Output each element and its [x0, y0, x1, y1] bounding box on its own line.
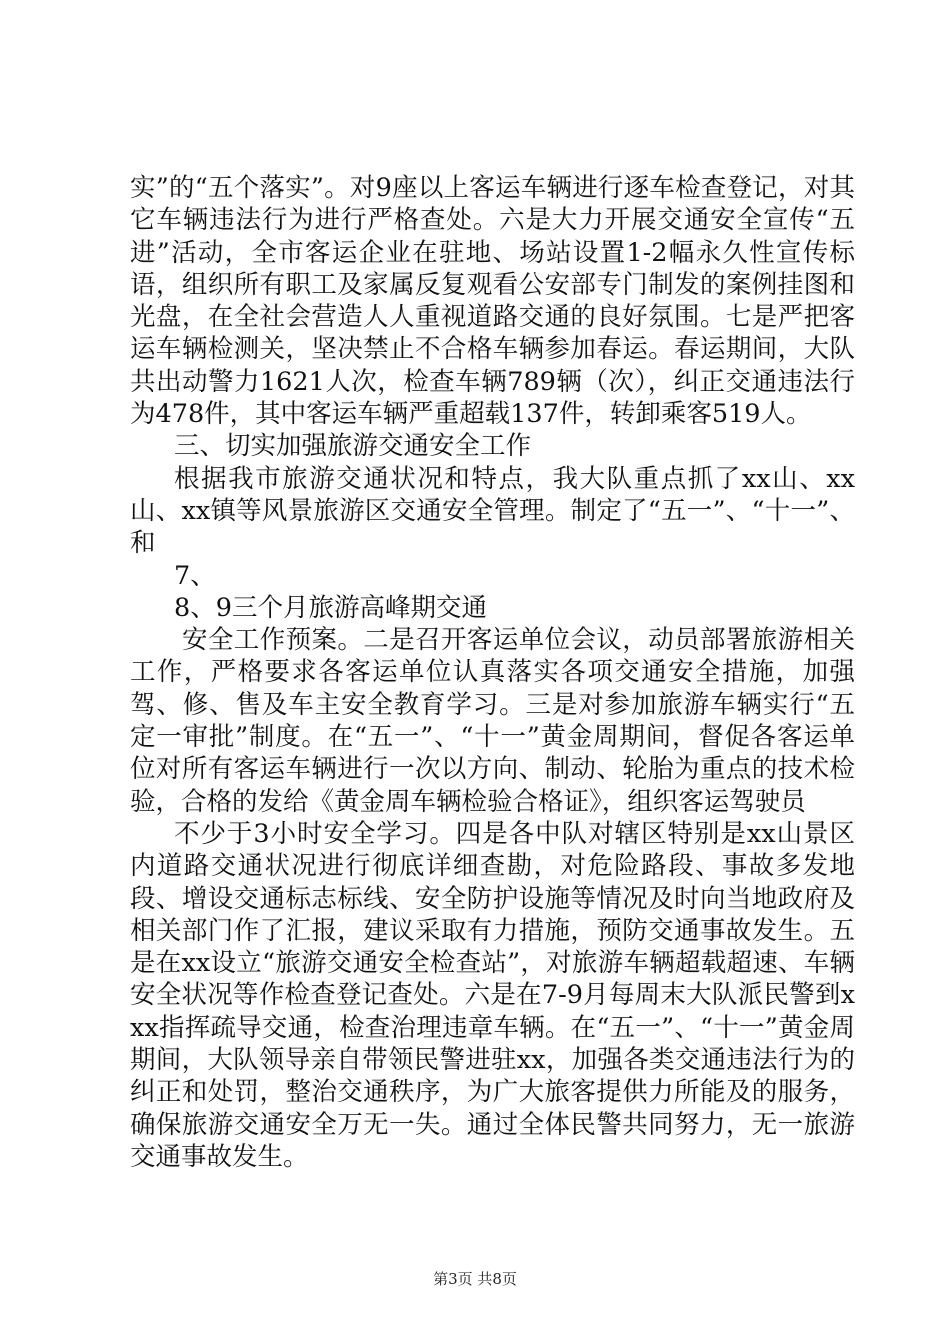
page-number-footer: 第3页 共8页: [433, 1270, 517, 1288]
paragraph-tourism-overview: 根据我市旅游交通状况和特点，我大队重点抓了xx山、xx山、xx镇等风景旅游区交通安全管理。制定了“五一”、“十一”、和: [130, 463, 855, 559]
paragraph-spring-transport-measures: 实”的“五个落实”。对9座以上客运车辆进行逐车检查登记，对其它车辆违法行为进行严格查处。六是大力开展交通安全宣传“五进”活动，全市客运企业在驻地、场站设置1-2幅永久性宣传标语，组织所有职工及家属反复观看公安部专门制发的案例挂图和光盘，在全社会营造人人重视道路交通的良好氛围。七是严把客运车辆检测关，坚决禁止不合格车辆参加春运。春运期间，大队共出动警力1621人次，检查车辆789辆（次），纠正交通违法行为478件，其中客运车辆严重超载137件，转卸乘客519人。: [130, 173, 855, 430]
document-body: [130, 172, 855, 1173]
paragraph-safety-plan: 安全工作预案。二是召开客运单位会议，动员部署旅游相关工作，严格要求各客运单位认真落实各项交通安全措施，加强驾、修、售及车主安全教育学习。三是对参加旅游车辆实行“五定一审批”制度。在“五一”、“十一”黄金周期间，督促各客运单位对所有客运车辆进行一次以方向、制动、轮胎为重点的技术检验，合格的发给《黄金周车辆检验合格证》，组织客运驾驶员: [130, 625, 855, 817]
paragraph-study-and-inspection: 不少于3小时安全学习。四是各中队对辖区特别是xx山景区内道路交通状况进行彻底详细查勘，对危险路段、事故多发地段、增设交通标志标线、安全防护设施等情况及时向当地政府及相关部门作了汇报，建议采取有力措施，预防交通事故发生。五是在xx设立“旅游交通安全检查站”，对旅游车辆超载超速、车辆安全状况等作检查登记查处。六是在7-9月每周末大队派民警到xxx指挥疏导交通，检查治理违章车辆。在“五一”、“十一”黄金周期间，大队领导亲自带领民警进驻xx，加强各类交通违法行为的纠正和处罚，整治交通秩序，为广大旅客提供力所能及的服务，确保旅游交通安全万无一失。通过全体民警共同努力，无一旅游交通事故发生。: [130, 818, 855, 1172]
paragraph-fragment-months-8-9: 8、9三个月旅游高峰期交通: [174, 592, 487, 623]
section-heading-tourism-safety: 三、切实加强旅游交通安全工作: [174, 431, 532, 462]
paragraph-fragment-month-7: 7、: [174, 560, 216, 591]
